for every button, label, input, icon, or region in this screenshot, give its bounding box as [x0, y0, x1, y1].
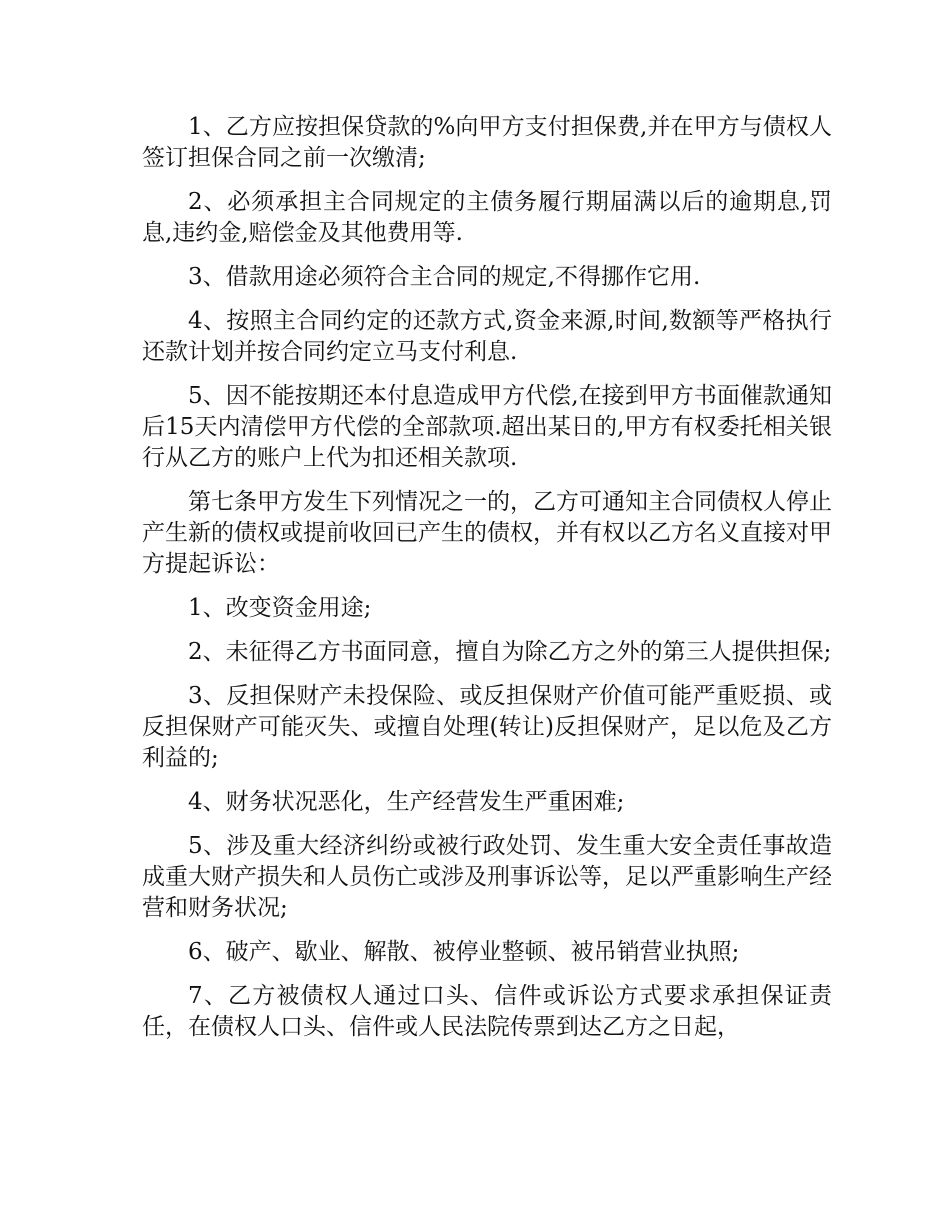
article-heading-paragraph: 第七条甲方发生下列情况之一的，乙方可通知主合同债权人停止产生新的债权或提前收回已产生的债权，并有权以乙方名义直接对甲方提起诉讼：: [142, 489, 832, 577]
clause-paragraph: 2、必须承担主合同规定的主债务履行期届满以后的逾期息,罚息,违约金,赔偿金及其他费用等.: [142, 189, 832, 246]
clause-paragraph: 2、未征得乙方书面同意，擅自为除乙方之外的第三人提供担保;: [188, 639, 832, 665]
clause-paragraph: 1、乙方应按担保贷款的%向甲方支付担保费,并在甲方与债权人签订担保合同之前一次缴清;: [142, 114, 832, 171]
clause-paragraph: 3、反担保财产未投保险、或反担保财产价值可能严重贬损、或反担保财产可能灭失、或擅自处理(转让)反担保财产，足以危及乙方利益的;: [142, 683, 832, 771]
clause-paragraph: 1、改变资金用途;: [188, 595, 372, 621]
clause-paragraph: 4、按照主合同约定的还款方式,资金来源,时间,数额等严格执行还款计划并按合同约定立马支付利息.: [142, 308, 832, 365]
clause-paragraph: 7、乙方被债权人通过口头、信件或诉讼方式要求承担保证责任，在债权人口头、信件或人民法院传票到达乙方之日起，: [142, 983, 832, 1040]
clause-paragraph: 5、涉及重大经济纠纷或被行政处罚、发生重大安全责任事故造成重大财产损失和人员伤亡或涉及刑事诉讼等，足以严重影响生产经营和财务状况;: [142, 833, 832, 921]
clause-paragraph: 5、因不能按期还本付息造成甲方代偿,在接到甲方书面催款通知后15天内清偿甲方代偿的全部款项.超出某日的,甲方有权委托相关银行从乙方的账户上代为扣还相关款项.: [142, 383, 832, 471]
document-page: [142, 112, 832, 1056]
clause-paragraph: 4、财务状况恶化，生产经营发生严重困难;: [188, 789, 625, 815]
clause-paragraph: 3、借款用途必须符合主合同的规定,不得挪作它用.: [188, 264, 701, 290]
clause-paragraph: 6、破产、歇业、解散、被停业整顿、被吊销营业执照;: [188, 939, 740, 965]
